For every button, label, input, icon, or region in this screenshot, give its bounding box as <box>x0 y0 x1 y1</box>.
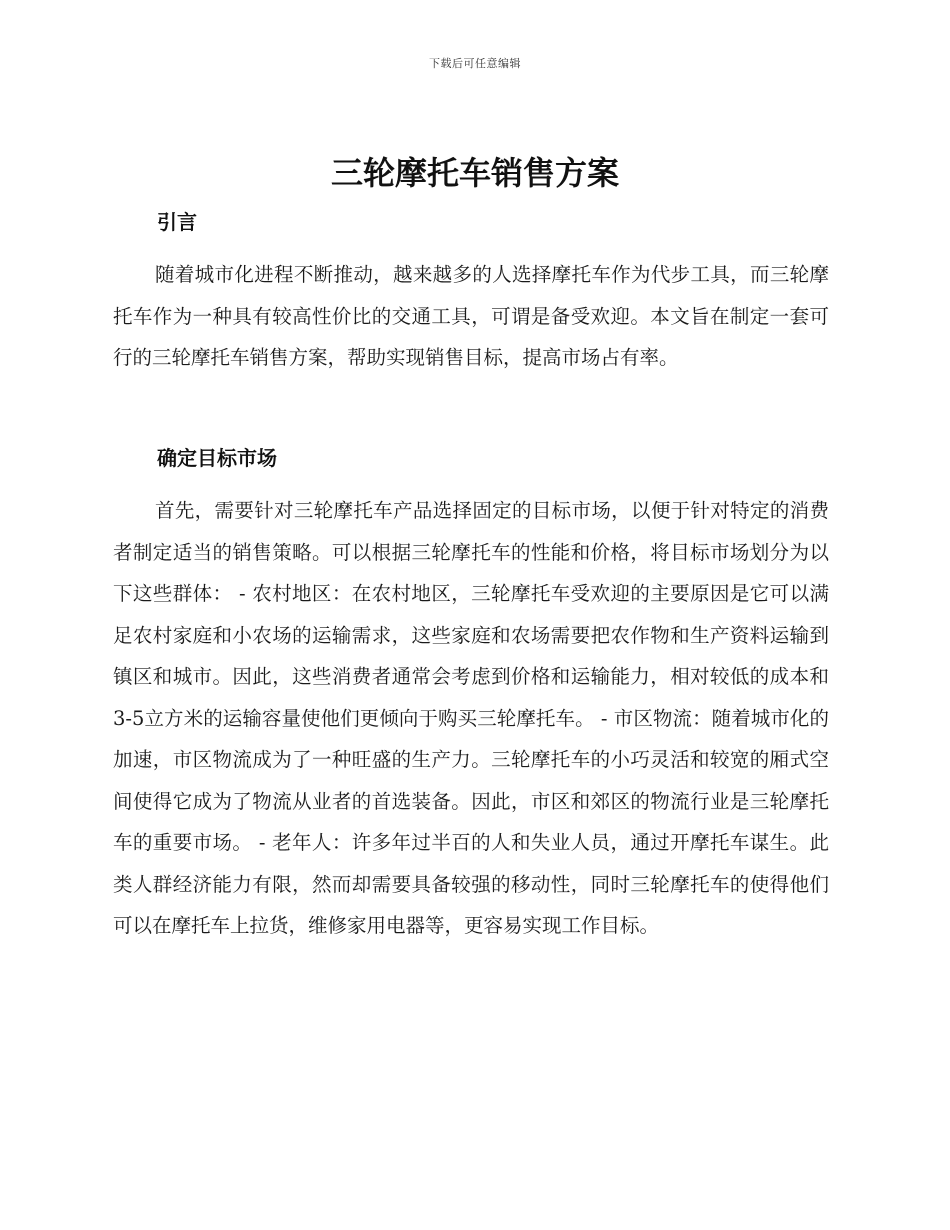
document-title: 三轮摩托车销售方案 <box>330 154 619 192</box>
section-heading-target-market: 确定目标市场 <box>157 446 277 470</box>
paragraph-target-market: 首先，需要针对三轮摩托车产品选择固定的目标市场，以便于针对特定的消费者制定适当的销售策略。可以根据三轮摩托车的性能和价格，将目标市场划分为以下这些群体： - 农村地区：在农村地区，三轮摩托车受欢迎的主要原因是它可以满足农村家庭和小农场的运输需求，这些家庭和农场需要把农作物和生产资料运输到镇区和城市。因此，这些消费者通常会考虑到价格和运输能力，相对较低的成本和3-5立方米的运输容量使他们更倾向于购买三轮摩托车。 - 市区物流：随着城市化的加速，市区物流成为了一种旺盛的生产力。三轮摩托车的小巧灵活和较宽的厢式空间使得它成为了物流从业者的首选装备。因此，市区和郊区的物流行业是三轮摩托车的重要市场。 - 老年人：许多年过半百的人和失业人员，通过开摩托车谋生。此类人群经济能力有限，然而却需要具备较强的移动性，同时三轮摩托车的使得他们可以在摩托车上拉货，维修家用电器等，更容易实现工作目标。 <box>113 499 829 937</box>
paragraph-introduction: 随着城市化进程不断推动，越来越多的人选择摩托车作为代步工具，而三轮摩托车作为一种具有较高性价比的交通工具，可谓是备受欢迎。本文旨在制定一套可行的三轮摩托车销售方案，帮助实现销售目标，提高市场占有率。 <box>113 263 829 369</box>
header-note: 下载后可任意编辑 <box>429 57 521 70</box>
section-heading-introduction: 引言 <box>157 210 197 234</box>
